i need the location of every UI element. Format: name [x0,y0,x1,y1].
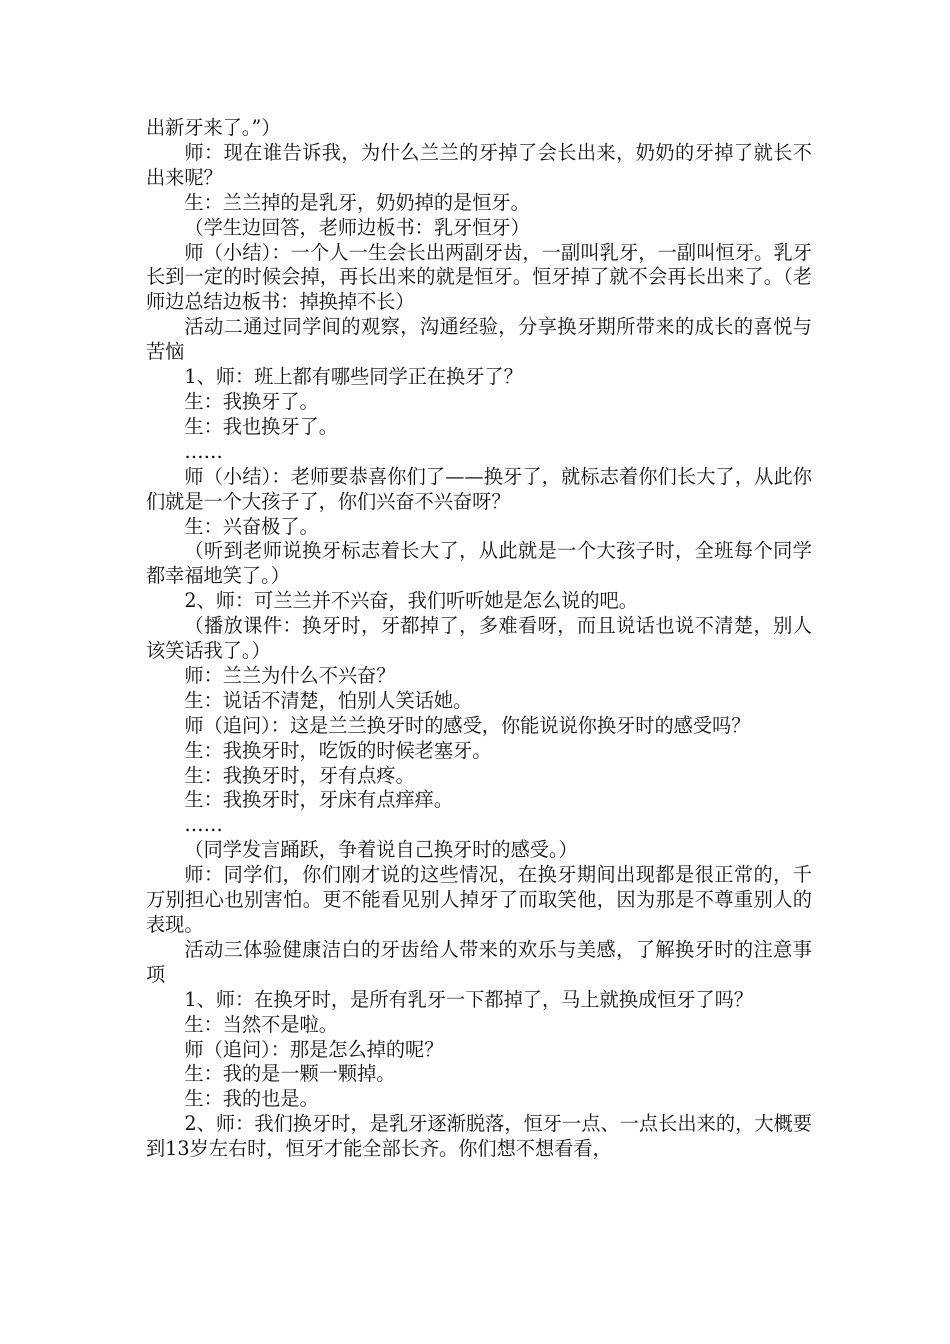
paragraph: 师：兰兰为什么不兴奋？ [184,663,396,687]
paragraph: 生：我的是一颗一颗掉。 [184,1062,396,1086]
paragraph: （播放课件：换牙时，牙都掉了，多难看呀，而且说话也说不清楚，别人该笑话我了。） [146,614,812,663]
paragraph: 师：同学们，你们刚才说的这些情况，在换牙期间出现都是很正常的，千万别担心也别害怕。更不能看见别人掉牙了而取笑他，因为那是不尊重别人的表现。 [146,863,812,936]
paragraph: …… [184,439,223,463]
paragraph: （学生边回答，老师边板书：乳牙恒牙） [184,215,530,239]
paragraph: 生：我换牙了。 [184,389,319,413]
paragraph: （听到老师说换牙标志着长大了，从此就是一个大孩子时，全班每个同学都幸福地笑了。） [146,539,812,588]
paragraph: 活动三体验健康洁白的牙齿给人带来的欢乐与美感，了解换牙时的注意事项 [146,937,812,986]
paragraph: 1、师：在换牙时，是所有乳牙一下都掉了，马上就换成恒牙了吗？ [184,987,754,1011]
paragraph: 生：我也换牙了。 [184,414,338,438]
document-body [146,116,812,1162]
paragraph: 出新牙来了。”） [146,116,281,139]
paragraph: 生：当然不是啦。 [184,1012,338,1036]
paragraph: 1、师：班上都有哪些同学正在换牙了？ [184,365,523,389]
paragraph: 生：我换牙时，牙有点疼。 [184,763,415,787]
paragraph: （同学发言踊跃，争着说自己换牙时的感受。） [184,838,578,862]
paragraph: 师：现在谁告诉我，为什么兰兰的牙掉了会长出来，奶奶的牙掉了就长不出来呢？ [146,140,812,189]
paragraph: 生：我换牙时，牙床有点痒痒。 [184,788,454,812]
paragraph: 2、师：我们换牙时，是乳牙逐渐脱落，恒牙一点、一点长出来的，大概要到13岁左右时，恒牙才能全部长齐。你们想不想看看， [146,1112,812,1161]
paragraph: 活动二通过同学间的观察，沟通经验，分享换牙期所带来的成长的喜悦与苦恼 [146,315,812,364]
paragraph: 生：兴奋极了。 [184,514,319,538]
paragraph: 师（追问）：那是怎么掉的呢？ [184,1037,444,1061]
paragraph: 师（小结）：一个人一生会长出两副牙齿，一副叫乳牙，一副叫恒牙。乳牙长到一定的时候会掉，再长出来的就是恒牙。恒牙掉了就不会再长出来了。（老师边总结边板书：掉换掉不长） [146,240,812,314]
paragraph: 生：说话不清楚，怕别人笑话她。 [184,688,473,712]
paragraph: 2、师：可兰兰并不兴奋，我们听听她是怎么说的吧。 [184,589,638,613]
paragraph: 师（追问）：这是兰兰换牙时的感受，你能说说你换牙时的感受吗？ [184,713,751,737]
paragraph: …… [184,813,223,837]
paragraph: 师（小结）：老师要恭喜你们了——换牙了，就标志着你们长大了，从此你们就是一个大孩子了，你们兴奋不兴奋呀？ [146,464,812,513]
paragraph: 生：兰兰掉的是乳牙，奶奶掉的是恒牙。 [184,190,530,214]
paragraph: 生：我的也是。 [184,1087,319,1111]
paragraph: 生：我换牙时，吃饭的时候老塞牙。 [184,738,492,762]
